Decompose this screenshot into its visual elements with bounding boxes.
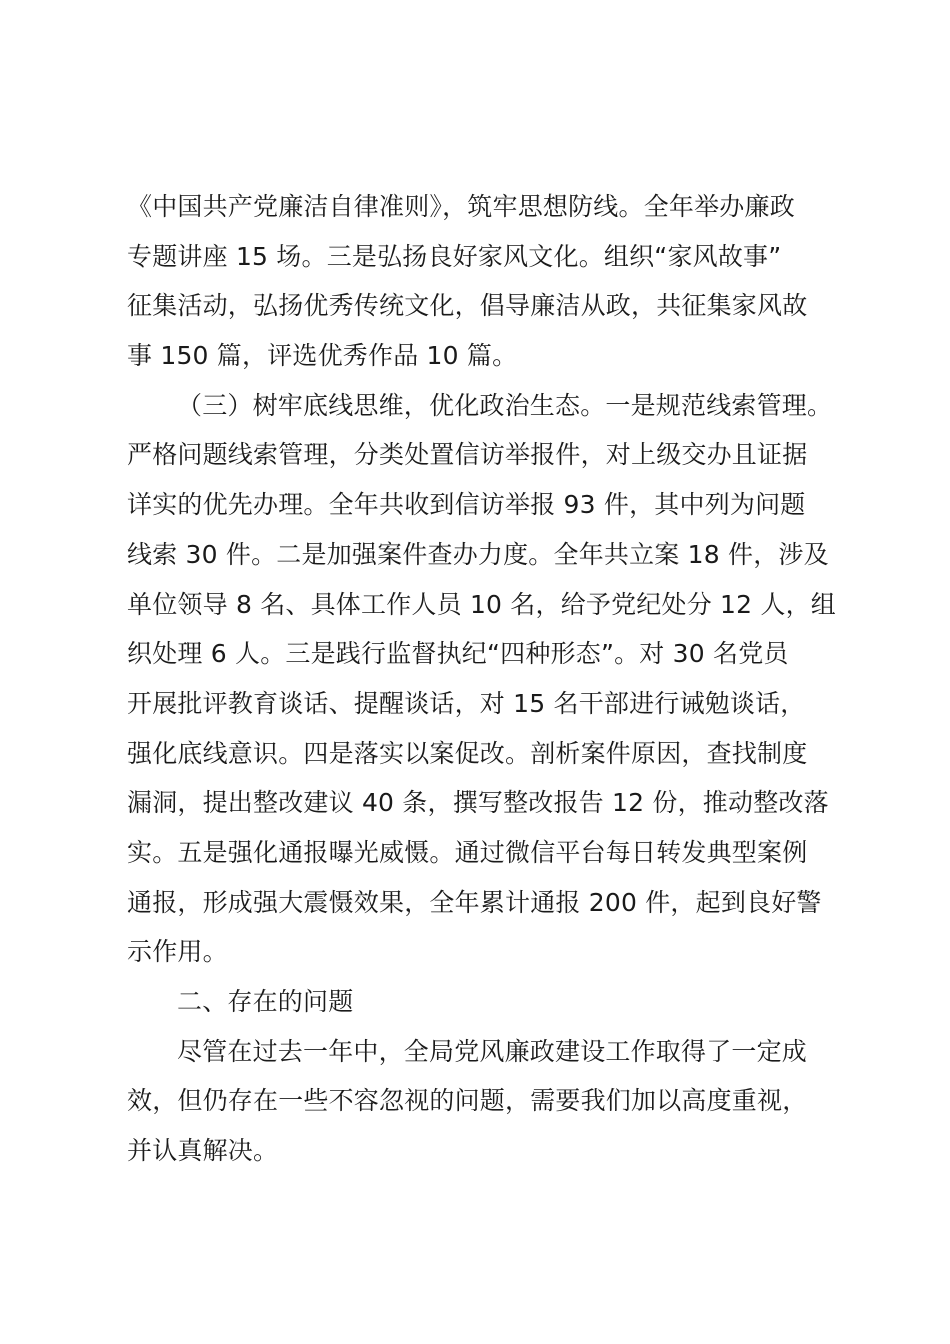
text-line: 详实的优先办理。全年共收到信访举报 93 件，其中列为问题 <box>127 490 806 520</box>
text-line: 《中国共产党廉洁自律准则》，筑牢思想防线。全年举办廉政 <box>127 192 795 221</box>
text-line: 开展批评教育谈话、提醒谈话，对 15 名干部进行诫勉谈话， <box>127 688 806 718</box>
text-line: 通报，形成强大震慑效果，全年累计通报 200 件，起到良好警 <box>127 887 822 917</box>
text-line: 织处理 6 人。三是践行监督执纪“四种形态”。对 30 名党员 <box>127 639 789 669</box>
text-line: 实。五是强化通报曝光威慑。通过微信平台每日转发典型案例 <box>127 837 808 867</box>
text-line: 专题讲座 15 场。三是弘扬良好家风文化。组织“家风故事” <box>127 241 782 271</box>
text-line: 事 150 篇，评选优秀作品 10 篇。 <box>127 341 518 371</box>
section-heading: 二、存在的问题 <box>177 987 354 1016</box>
paragraph-start-line: 尽管在过去一年中，全局党风廉政建设工作取得了一定成 <box>177 1036 808 1066</box>
text-line: 漏洞，提出整改建议 40 条，撰写整改报告 12 份，推动整改落 <box>127 788 829 818</box>
text-line: 示作用。 <box>127 937 228 967</box>
section-heading-line: （三）树牢底线思维，优化政治生态。一是规范线索管理。 <box>177 390 833 420</box>
text-line: 单位领导 8 名、具体工作人员 10 名，给予党纪处分 12 人，组 <box>127 589 837 619</box>
text-line: 强化底线意识。四是落实以案促改。剖析案件原因，查找制度 <box>127 738 808 768</box>
text-line: 线索 30 件。二是加强案件查办力度。全年共立案 18 件，涉及 <box>127 539 829 569</box>
document-body <box>127 182 847 1176</box>
text-line: 效，但仍存在一些不容忽视的问题，需要我们加以高度重视， <box>127 1086 808 1116</box>
text-line: 征集活动，弘扬优秀传统文化，倡导廉洁从政，共征集家风故 <box>127 291 808 321</box>
text-line: 严格问题线索管理，分类处置信访举报件，对上级交办且证据 <box>127 440 808 470</box>
text-line: 并认真解决。 <box>127 1136 279 1166</box>
